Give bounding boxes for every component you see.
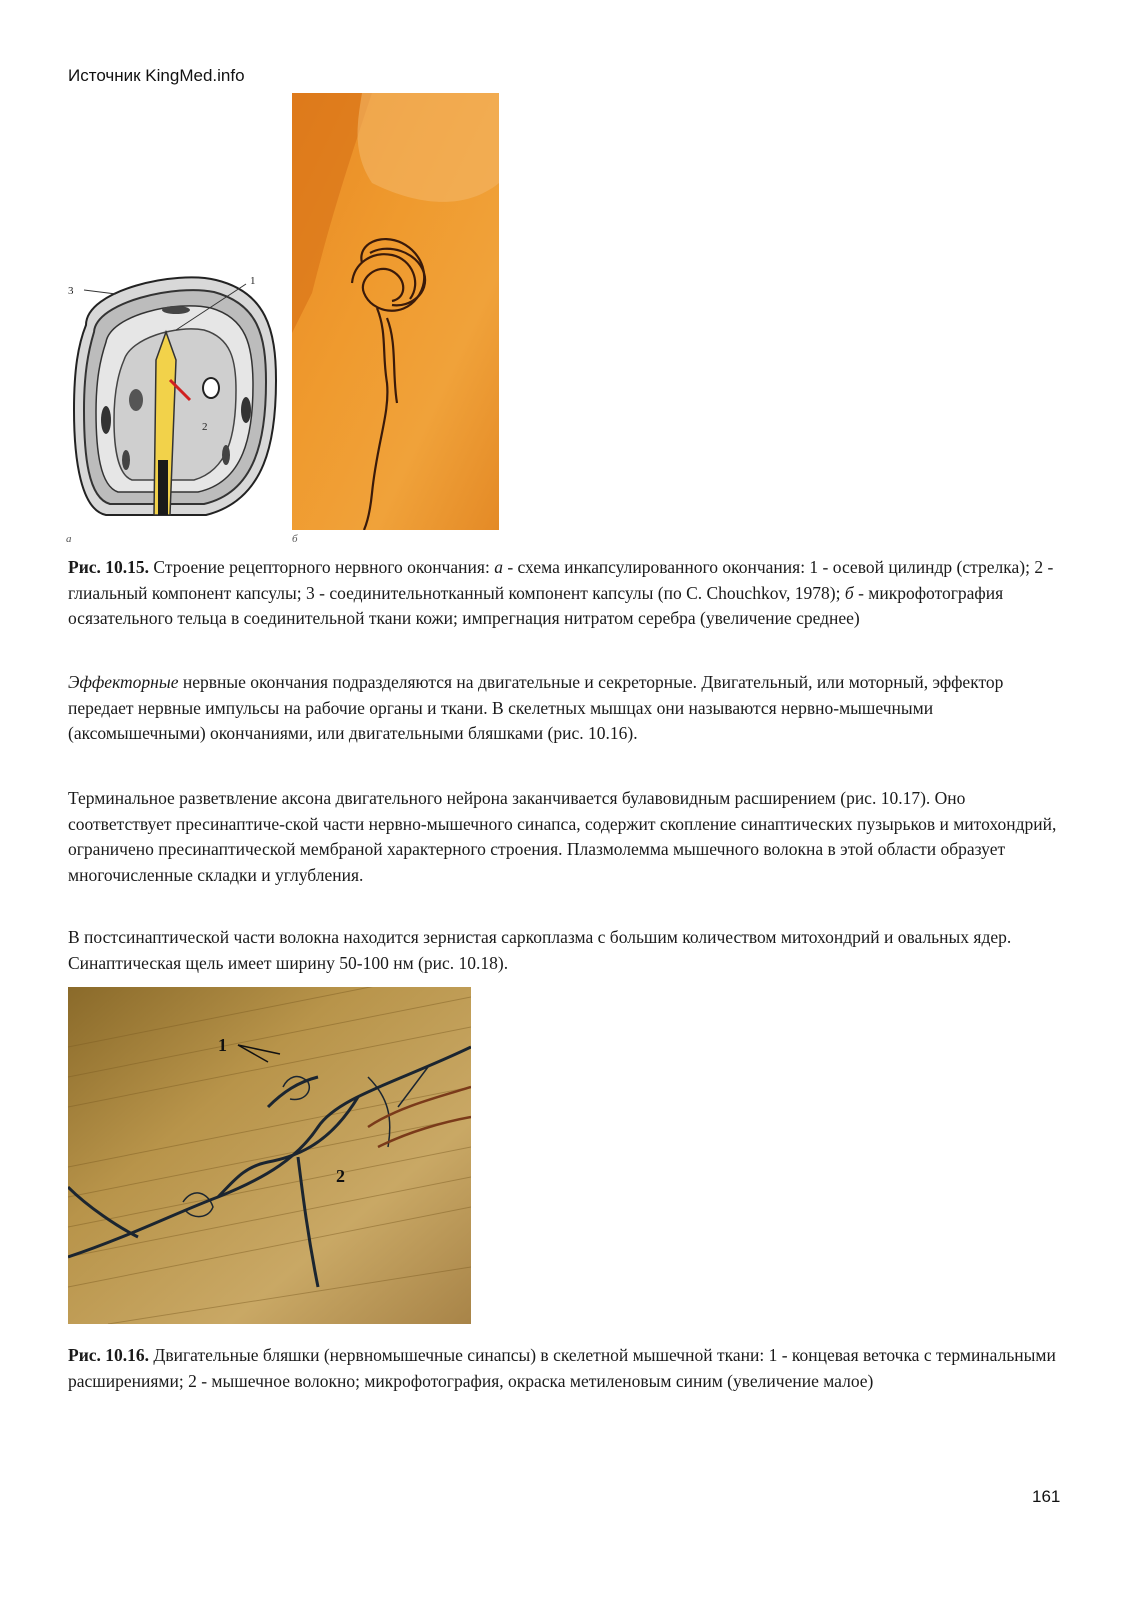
callout-3: 3 <box>68 285 74 297</box>
callout-1: 1 <box>250 275 256 287</box>
panel-a-letter: а <box>66 533 72 545</box>
fig16-label-2: 2 <box>336 1166 345 1186</box>
caption-number: Рис. 10.16. <box>68 1345 150 1365</box>
caption-text: - схема инкапсулированного окончания: 1 - осевой цилиндр (стрелка); 2 - глиальный компонент капсулы; 3 - соединительнотканный компонент капсулы (по С. Chouchkov, 1978); <box>68 557 1054 603</box>
caption-text: - микрофотография осязательного тельца в соединительной ткани кожи; импрегнация нитратом серебра (увеличение среднее) <box>68 582 1004 628</box>
caption-letter-a: а <box>494 557 503 577</box>
paragraph-effector <box>68 670 1058 747</box>
fig16-label-1: 1 <box>218 1035 227 1055</box>
panel-b-letter: б <box>292 533 298 545</box>
source-header: Источник KingMed.info <box>68 66 245 85</box>
figure-10-15-a-schematic <box>66 270 284 530</box>
term-italic: Эффекторные <box>68 672 179 692</box>
caption-letter-b: б <box>844 582 854 603</box>
callout-2: 2 <box>202 421 208 433</box>
paragraph-terminal-branching: Терминальное разветвление аксона двигательного нейрона заканчивается булавовидным расширением (рис. 10.17). Оно соответствует пресинаптиче-ской части нервно-мышечного синапса, содержит скопление синаптических пузырьков и митохондрий, ограничено пресинаптической мембраной характерного строения. Плазмолемма мышечного волокна в этой области образует многочисленные складки и углубления. <box>68 788 1057 885</box>
caption-text: Двигательные бляшки (нервномышечные синапсы) в скелетной мышечной ткани: 1 - концевая веточка с терминальными расширениями; 2 - мышечное волокно; микрофотография, окраска метиленовым синим (увеличение малое) <box>68 1345 1056 1391</box>
figure-10-15-caption <box>68 555 1058 632</box>
page-number: 161 <box>1032 1487 1061 1506</box>
paragraph-text: нервные окончания подразделяются на двигательные и секреторные. Двигательный, или моторный, эффектор передает нервные импульсы на рабочие органы и ткани. В скелетных мышцах они называются нервно-мышечными (аксомышечными) окончаниями, или двигательными бляшками (рис. 10.16). <box>68 672 1004 743</box>
figure-10-15-b-micrograph <box>292 93 499 530</box>
figure-10-16-caption <box>68 1343 1058 1394</box>
paragraph-postsynaptic: В постсинаптической части волокна находится зернистая саркоплазма с большим количеством митохондрий и овальных ядер. Синаптическая щель имеет ширину 50-100 нм (рис. 10.18). <box>68 927 1012 973</box>
figure-10-16-micrograph <box>68 987 471 1324</box>
caption-text: Строение рецепторного нервного окончания: <box>149 557 495 577</box>
caption-number: Рис. 10.15. <box>68 557 150 577</box>
